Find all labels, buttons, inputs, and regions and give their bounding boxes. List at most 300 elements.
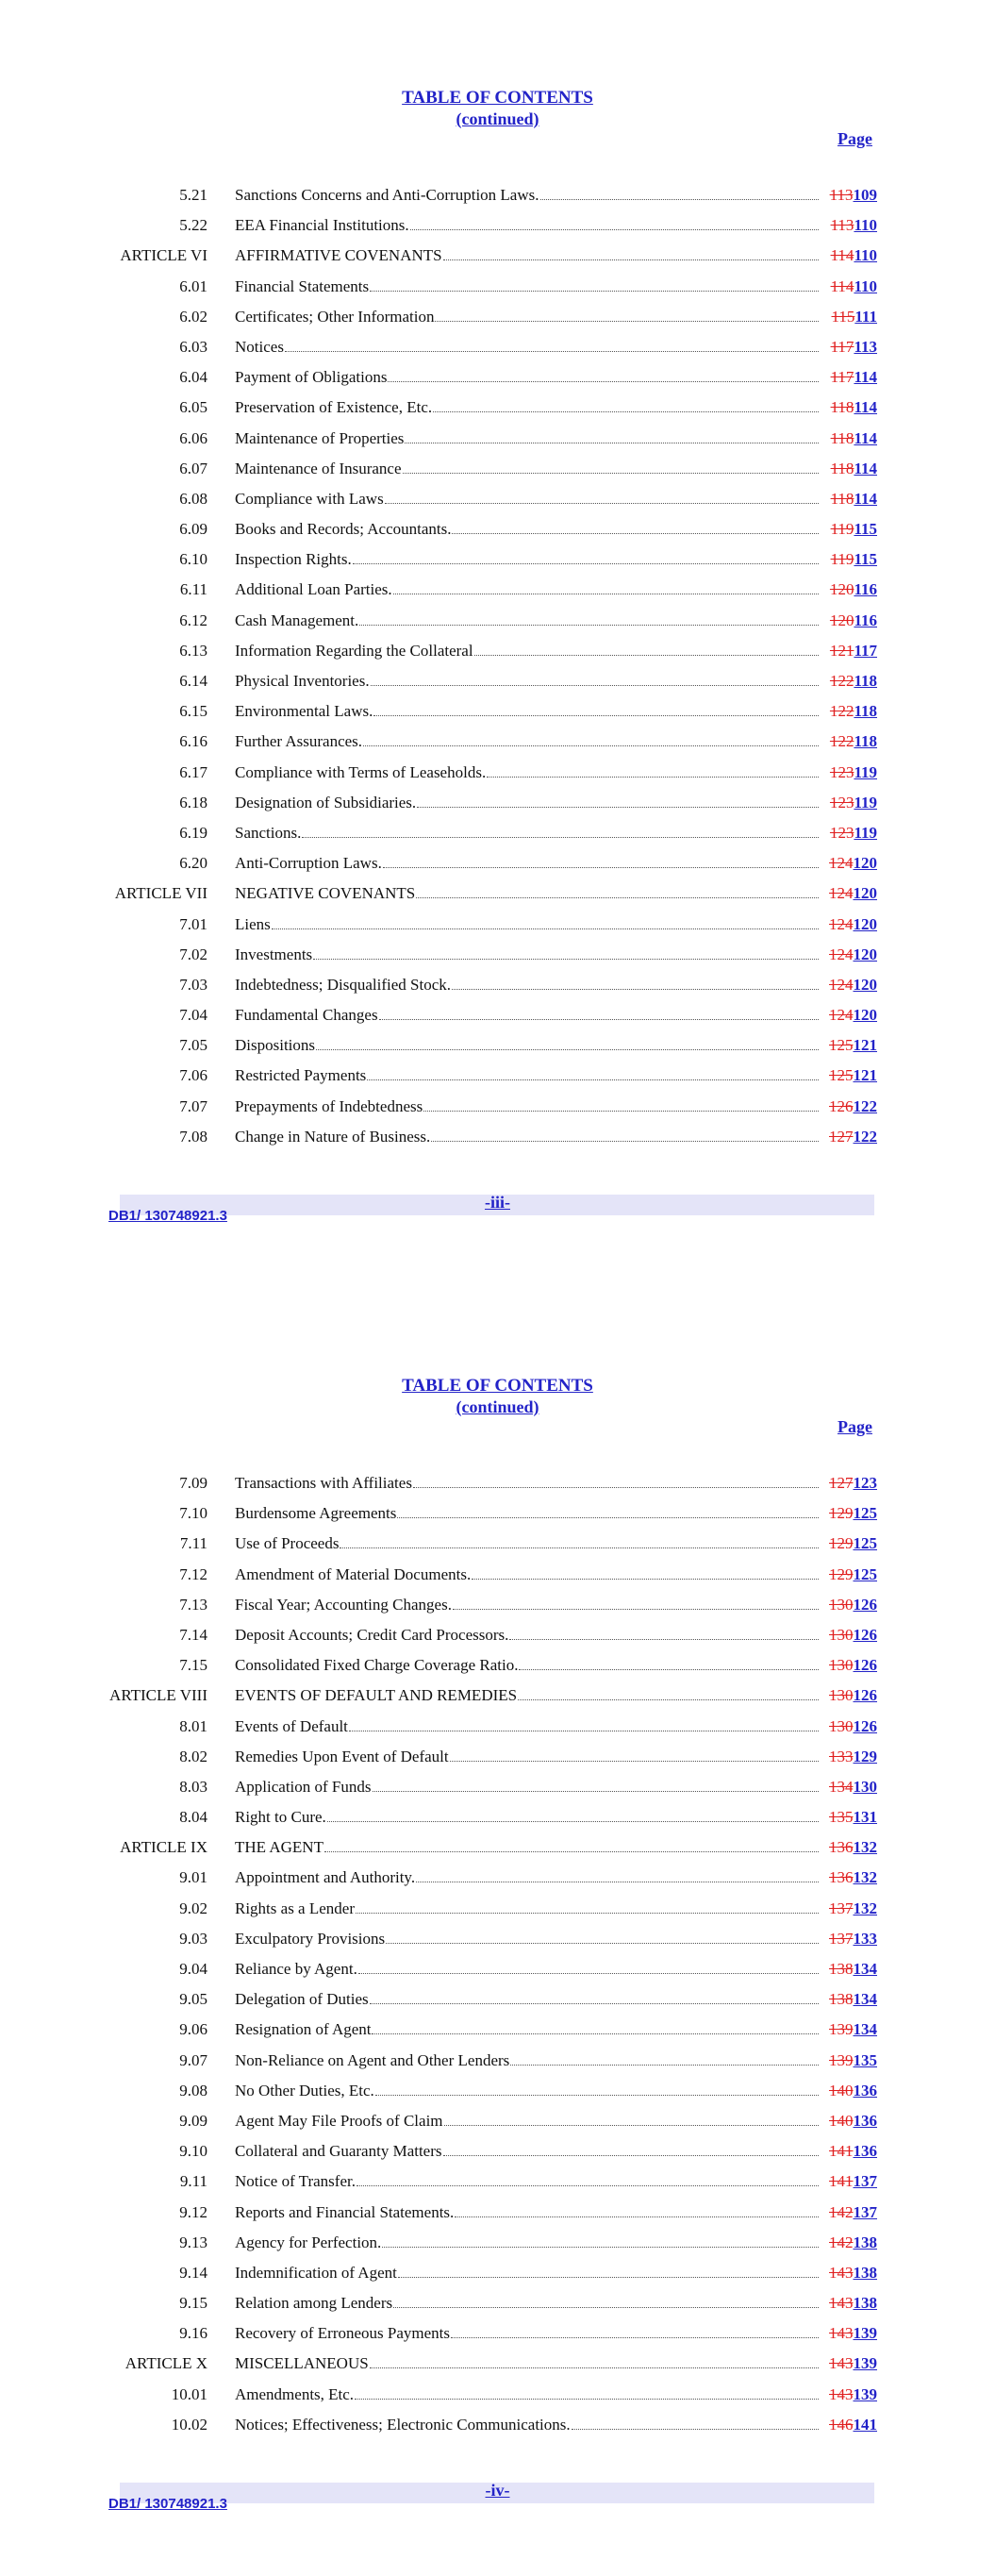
entry-leader [235, 671, 821, 692]
toc-entry[interactable] [0, 1473, 995, 1503]
toc-entry[interactable] [0, 2171, 995, 2201]
toc-entry[interactable] [0, 2081, 995, 2111]
deleted-page-number: 129 [829, 1504, 854, 1523]
dot-leader [455, 2203, 819, 2217]
entry-leader [235, 914, 821, 935]
toc-entry[interactable] [0, 2202, 995, 2233]
inserted-page-number[interactable]: 126 [853, 1656, 877, 1675]
section-caption: Resignation of Agent [235, 2020, 372, 2039]
inserted-page-number[interactable]: 118 [854, 702, 877, 721]
toc-entry[interactable] [0, 245, 995, 276]
page-reference [821, 2263, 877, 2283]
deleted-page-number: 126 [829, 1096, 854, 1115]
inserted-page-number[interactable]: 110 [854, 216, 877, 235]
inserted-page-number[interactable]: 134 [853, 1990, 877, 2009]
toc-entry[interactable] [0, 823, 995, 853]
toc-entry[interactable] [0, 519, 995, 549]
inserted-page-number[interactable]: 122 [853, 1096, 877, 1115]
page-title: TABLE OF CONTENTS [402, 1376, 593, 1396]
page-reference [821, 731, 877, 752]
page-reference [821, 762, 877, 783]
dot-leader [372, 2020, 819, 2034]
dot-leader [474, 642, 819, 656]
dot-leader [417, 794, 819, 808]
section-caption: Notices [235, 337, 284, 356]
dot-leader [431, 1128, 819, 1142]
section-number: 6.17 [179, 762, 207, 781]
toc-entry[interactable] [0, 1005, 995, 1035]
section-caption: Prepayments of Indebtedness [235, 1096, 423, 1115]
inserted-page-number[interactable]: 117 [854, 641, 877, 660]
toc-entry[interactable] [0, 1127, 995, 1157]
inserted-page-number[interactable]: 136 [853, 2081, 877, 2099]
inserted-page-number[interactable]: 132 [853, 1868, 877, 1887]
toc-entry[interactable] [0, 731, 995, 761]
entry-leader [235, 2050, 821, 2071]
inserted-page-number[interactable]: 120 [853, 1006, 877, 1025]
section-number: ARTICLE IX [120, 1838, 207, 1857]
deleted-page-number: 130 [829, 1686, 854, 1705]
entry-leader [235, 2202, 821, 2223]
inserted-page-number[interactable]: 120 [853, 914, 877, 933]
deleted-page-number: 143 [829, 2263, 854, 2282]
deleted-page-number: 141 [829, 2172, 854, 2191]
inserted-page-number[interactable]: 139 [853, 2384, 877, 2403]
dot-leader [370, 277, 819, 292]
page-reference [821, 1533, 877, 1554]
inserted-page-number[interactable]: 120 [853, 945, 877, 963]
page-reference [821, 2171, 877, 2192]
entry-leader [235, 2233, 821, 2253]
deleted-page-number: 143 [829, 2384, 854, 2403]
toc-entry[interactable] [0, 853, 995, 883]
deleted-page-number: 123 [829, 823, 854, 842]
inserted-page-number[interactable]: 137 [853, 2202, 877, 2221]
inserted-page-number[interactable]: 126 [853, 1686, 877, 1705]
section-caption: Agent May File Proofs of Claim [235, 2111, 443, 2130]
toc-entry[interactable] [0, 307, 995, 337]
section-number: ARTICLE X [124, 2354, 207, 2373]
page-reference [821, 428, 877, 449]
toc-entry[interactable] [0, 671, 995, 701]
entry-leader [235, 1685, 821, 1706]
page-reference [821, 883, 877, 904]
section-caption: Environmental Laws. [235, 702, 373, 721]
page-reference [821, 1503, 877, 1524]
deleted-page-number: 117 [830, 368, 854, 387]
inserted-page-number[interactable]: 126 [853, 1595, 877, 1614]
entry-leader [235, 1747, 821, 1767]
toc-entry[interactable] [0, 1625, 995, 1655]
toc-entry[interactable] [0, 701, 995, 731]
page-subtitle: (continued) [456, 109, 539, 128]
section-caption: Maintenance of Insurance [235, 459, 402, 477]
page-reference [821, 1473, 877, 1494]
toc-entry[interactable] [0, 975, 995, 1005]
page-reference [821, 367, 877, 388]
inserted-page-number[interactable]: 141 [853, 2415, 877, 2434]
toc-entry[interactable] [0, 1533, 995, 1564]
section-caption: Agency for Perfection. [235, 2233, 382, 2251]
page-reference [821, 2081, 877, 2101]
entry-leader [235, 1065, 821, 1086]
page-reference [821, 215, 877, 236]
toc-entry[interactable] [0, 1564, 995, 1595]
inserted-page-number[interactable]: 126 [853, 1625, 877, 1644]
dot-leader [375, 2082, 819, 2096]
section-number: 9.09 [179, 2111, 207, 2130]
inserted-page-number[interactable]: 134 [853, 2020, 877, 2039]
page-reference [821, 459, 877, 479]
section-number: 7.14 [179, 1625, 207, 1644]
entry-leader [235, 1716, 821, 1737]
dot-leader [353, 550, 819, 564]
inserted-page-number[interactable]: 116 [854, 580, 877, 599]
toc-page-iv [0, 1288, 995, 2576]
toc-entry[interactable] [0, 2233, 995, 2263]
inserted-page-number[interactable]: 139 [853, 2324, 877, 2343]
section-number: 9.14 [179, 2263, 207, 2282]
dot-leader [416, 1868, 819, 1882]
inserted-page-number[interactable]: 138 [853, 2233, 877, 2251]
toc-entry[interactable] [0, 1989, 995, 2019]
toc-entry[interactable] [0, 276, 995, 307]
section-number: 10.02 [171, 2415, 207, 2434]
inserted-page-number[interactable]: 132 [853, 1899, 877, 1917]
dot-leader [509, 1626, 819, 1640]
inserted-page-number[interactable]: 123 [853, 1474, 877, 1492]
dot-leader [327, 1808, 819, 1822]
toc-entry[interactable] [0, 1837, 995, 1867]
toc-entry[interactable] [0, 397, 995, 427]
page-reference [821, 1035, 877, 1056]
deleted-page-number: 118 [830, 398, 854, 417]
inserted-page-number[interactable]: 121 [853, 1066, 877, 1085]
inserted-page-number[interactable]: 122 [853, 1127, 877, 1146]
dot-leader [355, 2385, 819, 2400]
dot-leader [403, 460, 819, 474]
inserted-page-number[interactable]: 114 [854, 459, 877, 477]
inserted-page-number[interactable]: 113 [854, 337, 877, 356]
dot-leader [423, 1097, 819, 1112]
section-caption: Sanctions Concerns and Anti-Corruption Laws. [235, 186, 539, 204]
page-reference [821, 611, 877, 631]
section-caption: MISCELLANEOUS [235, 2354, 369, 2373]
section-number: 9.12 [179, 2202, 207, 2221]
toc-entry[interactable] [0, 215, 995, 245]
deleted-page-number: 137 [829, 1929, 854, 1948]
inserted-page-number[interactable]: 114 [854, 489, 877, 508]
toc-entry[interactable] [0, 762, 995, 793]
page-reference [821, 2353, 877, 2374]
entry-leader [235, 459, 821, 479]
inserted-page-number[interactable]: 116 [854, 611, 877, 629]
entry-leader [235, 2323, 821, 2344]
inserted-page-number[interactable]: 136 [853, 2111, 877, 2130]
toc-entry[interactable] [0, 2141, 995, 2171]
entry-leader [235, 1867, 821, 1888]
dot-leader [349, 1717, 819, 1731]
inserted-page-number[interactable]: 132 [853, 1838, 877, 1857]
toc-entry[interactable] [0, 611, 995, 641]
inserted-page-number[interactable]: 118 [854, 732, 877, 751]
deleted-page-number: 120 [829, 611, 854, 629]
inserted-page-number[interactable]: 119 [854, 823, 877, 842]
inserted-page-number[interactable]: 130 [853, 1777, 877, 1796]
toc-entry[interactable] [0, 1065, 995, 1096]
toc-entry[interactable] [0, 2323, 995, 2353]
inserted-page-number[interactable]: 133 [853, 1929, 877, 1948]
toc-entry[interactable] [0, 2384, 995, 2415]
toc-entry[interactable] [0, 185, 995, 215]
deleted-page-number: 143 [829, 2294, 854, 2313]
section-caption: Reliance by Agent. [235, 1960, 357, 1978]
inserted-page-number[interactable]: 138 [853, 2294, 877, 2313]
inserted-page-number[interactable]: 138 [853, 2263, 877, 2282]
page-reference [821, 1625, 877, 1646]
inserted-page-number[interactable]: 110 [854, 246, 877, 265]
toc-entry[interactable] [0, 2415, 995, 2445]
toc-entry[interactable] [0, 1929, 995, 1959]
section-number: 10.01 [171, 2384, 207, 2403]
dot-leader [472, 1565, 819, 1580]
toc-entry[interactable] [0, 2353, 995, 2384]
section-caption: No Other Duties, Etc. [235, 2081, 374, 2099]
toc-entry[interactable] [0, 459, 995, 489]
page-reference [821, 1867, 877, 1888]
deleted-page-number: 124 [829, 1006, 854, 1025]
deleted-page-number: 123 [829, 762, 854, 781]
entry-leader [235, 549, 821, 570]
toc-entry[interactable] [0, 337, 995, 367]
toc-entry[interactable] [0, 1777, 995, 1807]
footer-document-id: DB1/ 130748921.3 [108, 2496, 227, 2512]
page-subtitle: (continued) [456, 1397, 539, 1416]
toc-entry[interactable] [0, 2019, 995, 2049]
inserted-page-number[interactable]: 121 [853, 1036, 877, 1055]
page-title: TABLE OF CONTENTS [402, 88, 593, 108]
dot-leader [450, 1748, 819, 1762]
toc-entry[interactable] [0, 1595, 995, 1625]
toc-entry[interactable] [0, 1959, 995, 1989]
deleted-page-number: 114 [830, 246, 854, 265]
toc-entry[interactable] [0, 1096, 995, 1127]
inserted-page-number[interactable]: 119 [854, 793, 877, 811]
toc-entry[interactable] [0, 579, 995, 610]
toc-entry[interactable] [0, 428, 995, 459]
section-caption: Physical Inventories. [235, 672, 370, 690]
deleted-page-number: 124 [829, 975, 854, 994]
toc-entry[interactable] [0, 1035, 995, 1065]
deleted-page-number: 119 [830, 550, 854, 569]
section-caption: Certificates; Other Information [235, 307, 435, 326]
page-reference [821, 2384, 877, 2405]
deleted-page-number: 120 [829, 580, 854, 599]
deleted-page-number: 122 [829, 732, 854, 751]
section-number: 9.15 [179, 2294, 207, 2313]
inserted-page-number[interactable]: 115 [854, 520, 877, 539]
toc-entry[interactable] [0, 945, 995, 975]
section-caption: Collateral and Guaranty Matters [235, 2142, 442, 2161]
toc-entry[interactable] [0, 1867, 995, 1898]
inserted-page-number[interactable]: 109 [853, 186, 877, 204]
deleted-page-number: 138 [829, 1960, 854, 1978]
entry-leader [235, 641, 821, 661]
inserted-page-number[interactable]: 129 [853, 1747, 877, 1765]
toc-entry[interactable] [0, 1655, 995, 1685]
section-number: 6.09 [179, 520, 207, 539]
footer-page-number: -iv- [485, 2481, 510, 2500]
page-reference [821, 2111, 877, 2132]
inserted-page-number[interactable]: 118 [854, 672, 877, 690]
deleted-page-number: 133 [829, 1747, 854, 1765]
toc-entry[interactable] [0, 1807, 995, 1837]
page-reference [821, 1685, 877, 1706]
inserted-page-number[interactable]: 114 [854, 398, 877, 417]
entry-leader [235, 731, 821, 752]
page-reference [821, 914, 877, 935]
section-number: 7.12 [179, 1564, 207, 1583]
section-number: 6.19 [179, 823, 207, 842]
inserted-page-number[interactable]: 125 [853, 1534, 877, 1553]
inserted-page-number[interactable]: 126 [853, 1716, 877, 1735]
toc-entry[interactable] [0, 1503, 995, 1533]
section-number: 9.13 [179, 2233, 207, 2251]
section-caption: Books and Records; Accountants. [235, 520, 452, 539]
page-reference [821, 671, 877, 692]
inserted-page-number[interactable]: 139 [853, 2354, 877, 2373]
page-reference [821, 1959, 877, 1980]
entry-leader [235, 397, 821, 418]
inserted-page-number[interactable]: 135 [853, 2050, 877, 2069]
toc-entry[interactable] [0, 1716, 995, 1747]
entry-leader [235, 1959, 821, 1980]
entry-leader [235, 823, 821, 844]
toc-entry[interactable] [0, 2293, 995, 2323]
dot-leader [316, 1036, 819, 1050]
toc-entry[interactable] [0, 2050, 995, 2081]
entry-leader [235, 975, 821, 995]
inserted-page-number[interactable]: 120 [853, 854, 877, 873]
inserted-page-number[interactable]: 131 [853, 1808, 877, 1827]
section-number: 6.20 [179, 854, 207, 873]
dot-leader [398, 2264, 819, 2278]
inserted-page-number[interactable]: 110 [854, 276, 877, 295]
dot-leader [416, 884, 819, 898]
inserted-page-number[interactable]: 115 [854, 550, 877, 569]
dot-leader [363, 732, 819, 746]
page-reference [821, 2323, 877, 2344]
toc-entry[interactable] [0, 2263, 995, 2293]
section-caption: Anti-Corruption Laws. [235, 854, 382, 873]
page-reference [821, 2293, 877, 2314]
toc-entry[interactable] [0, 883, 995, 913]
entry-leader [235, 1625, 821, 1646]
section-number: 6.07 [179, 459, 207, 477]
deleted-page-number: 117 [830, 337, 854, 356]
toc-entry[interactable] [0, 914, 995, 945]
dot-leader [359, 611, 819, 626]
inserted-page-number[interactable]: 114 [854, 368, 877, 387]
dot-leader [410, 216, 819, 230]
section-number: 6.06 [179, 428, 207, 447]
section-number: 6.12 [179, 611, 207, 629]
section-number: 8.04 [179, 1808, 207, 1827]
inserted-page-number[interactable]: 125 [853, 1504, 877, 1523]
toc-entry[interactable] [0, 367, 995, 397]
deleted-page-number: 143 [829, 2354, 854, 2373]
dot-leader [385, 490, 819, 504]
dot-leader [451, 2324, 819, 2338]
section-caption: Notice of Transfer. [235, 2172, 356, 2191]
dot-leader [302, 824, 819, 838]
page-reference [821, 1837, 877, 1858]
entry-leader [235, 579, 821, 600]
section-caption: Compliance with Terms of Leaseholds. [235, 762, 487, 781]
inserted-page-number[interactable]: 120 [853, 975, 877, 994]
page-reference [821, 1716, 877, 1737]
toc-entry[interactable] [0, 1685, 995, 1715]
inserted-page-number[interactable]: 136 [853, 2142, 877, 2161]
toc-entry[interactable] [0, 489, 995, 519]
page-reference [821, 519, 877, 540]
page-reference [821, 1777, 877, 1798]
deleted-page-number: 136 [829, 1838, 854, 1857]
section-number: 7.05 [179, 1036, 207, 1055]
page-reference [821, 2202, 877, 2223]
toc-list [0, 185, 995, 1157]
section-caption: Use of Proceeds [235, 1534, 340, 1553]
dot-leader [357, 2172, 819, 2186]
deleted-page-number: 114 [830, 276, 854, 295]
toc-entry[interactable] [0, 793, 995, 823]
section-caption: EEA Financial Institutions. [235, 216, 409, 235]
toc-entry[interactable] [0, 1747, 995, 1777]
deleted-page-number: 123 [829, 793, 854, 811]
dot-leader [540, 186, 820, 200]
toc-entry[interactable] [0, 2111, 995, 2141]
section-caption: EVENTS OF DEFAULT AND REMEDIES [235, 1686, 518, 1705]
section-number: 9.08 [179, 2081, 207, 2099]
dot-leader [272, 915, 819, 929]
dot-leader [379, 1006, 819, 1020]
page-reference [821, 2415, 877, 2435]
toc-entry[interactable] [0, 1899, 995, 1929]
entry-leader [235, 1533, 821, 1554]
section-caption: Transactions with Affiliates [235, 1474, 412, 1492]
inserted-page-number[interactable]: 114 [854, 428, 877, 447]
section-caption: Designation of Subsidiaries. [235, 793, 417, 811]
dot-leader [370, 2354, 819, 2368]
inserted-page-number[interactable]: 134 [853, 1960, 877, 1978]
section-caption: Compliance with Laws [235, 489, 384, 508]
deleted-page-number: 130 [829, 1716, 854, 1735]
inserted-page-number[interactable]: 111 [854, 307, 877, 326]
inserted-page-number[interactable]: 137 [853, 2172, 877, 2191]
inserted-page-number[interactable]: 125 [853, 1564, 877, 1583]
section-number: 6.08 [179, 489, 207, 508]
section-caption: Payment of Obligations [235, 368, 388, 387]
section-number: 9.11 [179, 2172, 207, 2191]
toc-entry[interactable] [0, 641, 995, 671]
inserted-page-number[interactable]: 120 [853, 884, 877, 903]
dot-leader [285, 338, 819, 352]
section-number: 5.22 [179, 216, 207, 235]
deleted-page-number: 119 [830, 520, 854, 539]
dot-leader [393, 580, 819, 594]
inserted-page-number[interactable]: 119 [854, 762, 877, 781]
toc-entry[interactable] [0, 549, 995, 579]
